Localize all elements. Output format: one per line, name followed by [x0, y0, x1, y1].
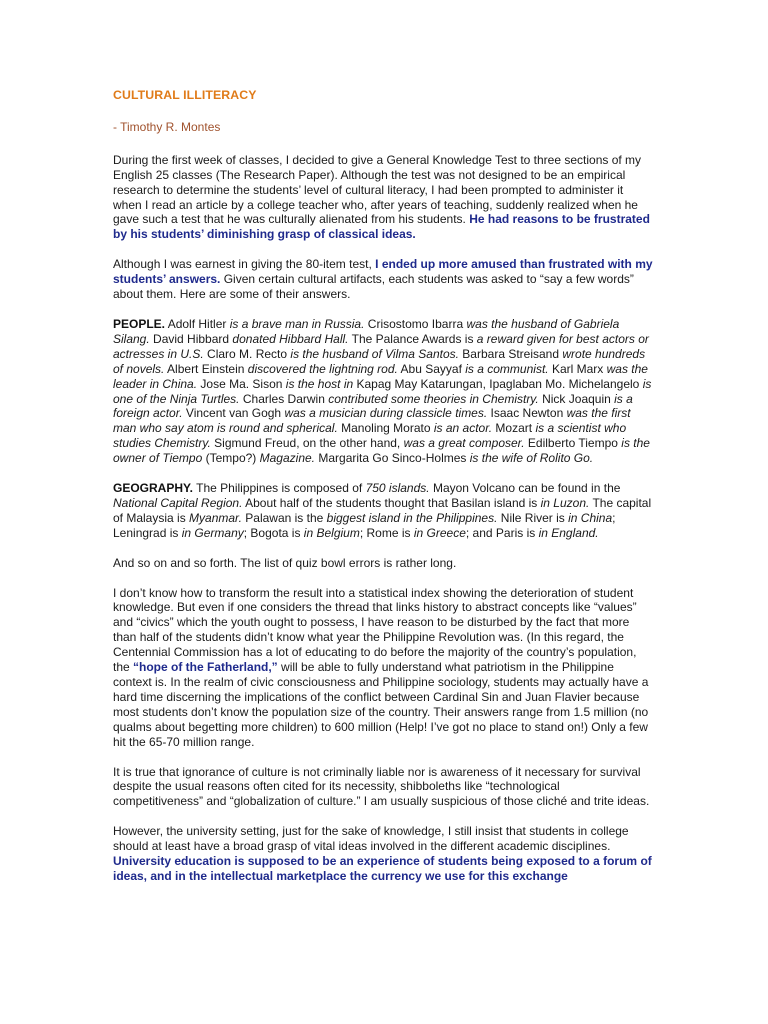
prompt-text: Albert Einstein [164, 361, 248, 376]
prompt-text: Palawan is the [241, 510, 327, 525]
paragraph-text: Given certain cultural artifacts, each students was asked to “say a few words” about them. Here are some of their answers. [113, 272, 634, 302]
prompt-text: Margarita Go Sinco-Holmes [315, 451, 470, 466]
prompt-text: Mayon Volcano can be found in the [429, 481, 621, 496]
prompt-text: Manoling Morato [337, 421, 434, 436]
prompt-text: ; Leningrad is [113, 510, 616, 540]
prompt-text: Jose Ma. Sison [197, 376, 286, 391]
section-label-geography: GEOGRAPHY. [113, 481, 194, 496]
prompt-text: ; and Paris is [465, 525, 539, 540]
answer-text: is a communist. [465, 361, 549, 376]
answer-text: was a musician during classicle times. [284, 406, 488, 421]
answer-text: discovered the lightning rod. [247, 361, 398, 376]
prompt-text: Abu Sayyaf [397, 361, 466, 376]
prompt-text: Kapag May Katarungan, Ipaglaban Mo. Michelangelo [353, 376, 643, 391]
answer-text: is one of the Ninja Turtles. [113, 376, 652, 406]
answer-text: National Capital Region. [113, 495, 243, 510]
prompt-text: The Palance Awards is [348, 331, 477, 346]
answer-text: is a scientist who studies Chemistry. [113, 421, 627, 451]
prompt-text: Edilberto Tiempo [524, 436, 622, 451]
document-page [113, 88, 653, 899]
answer-text: in China [568, 510, 613, 525]
paragraph-geography [113, 481, 653, 541]
paragraph-ignorance: It is true that ignorance of culture is not criminally liable nor is awareness of it necessary for survival despite the usual reasons often cited for its necessity, shibboleths like “technological competitiveness” and “globalization of culture.” I am usually suspicious of those cliché and trite ideas. [113, 764, 650, 809]
prompt-text: Sigmund Freud, on the other hand, [210, 436, 404, 451]
prompt-text: Claro M. Recto [203, 346, 291, 361]
highlighted-text: He had reasons to be frustrated by his students’ diminishing grasp of classical ideas. [113, 212, 650, 242]
paragraph-text: During the first week of classes, I decided to give a General Knowledge Test to three sections of my English 25 classes (The Research Paper). Although the test was not designed to be an empirical research to determine the students’ level of cultural literacy, I had been prompted to administer it when I read an article by a college teacher who, after years of teaching, suddenly realized when he gave such a test that he was culturally alienated from his students. [113, 152, 642, 227]
answer-text: is the owner of Tiempo [113, 436, 650, 466]
prompt-text: ; Bogota is [243, 525, 304, 540]
paragraph-text: However, the university setting, just for the sake of knowledge, I still insist that students in college should at least have a broad grasp of vital ideas involved in the different academic disciplines. [113, 824, 629, 854]
highlighted-text: University education is supposed to be an experience of students being exposed to a forum of ideas, and in the intellectual marketplace the currency we use for this exchange [113, 854, 652, 883]
answer-text: in Luzon. [540, 495, 590, 510]
paragraph-text: I don’t know how to transform the result into a statistical index showing the deterioration of student knowledge. But even if one considers the thread that links history to abstract concepts like “values” and “civics” which the youth ought to possess, I have reason to be disturbed by the fact that more than half of the students didn’t know what year the Philippine Revolution was. (In this regard, the Centennial Commission has a lot of educating to do before the majority of the country’s population, the [113, 585, 637, 675]
answer-text: donated Hibbard Hall. [232, 331, 349, 346]
answer-text: in England. [538, 525, 599, 540]
prompt-text: Crisostomo Ibarra [364, 316, 467, 331]
prompt-text: Charles Darwin [239, 391, 329, 406]
people-answers [113, 317, 651, 465]
paragraph-test [113, 257, 653, 302]
answer-text: is an actor. [433, 421, 493, 436]
highlighted-text: I ended up more amused than frustrated with my students’ answers. [113, 257, 653, 287]
paragraph-text: Although I was earnest in giving the 80-item test, [113, 257, 376, 272]
prompt-text: ; Rome is [359, 525, 414, 540]
prompt-text: David Hibbard [149, 331, 233, 346]
answer-text: is a foreign actor. [113, 391, 633, 421]
article-byline: - Timothy R. Montes [113, 119, 221, 134]
prompt-text: Karl Marx [548, 361, 607, 376]
answer-text: was the husband of Gabriela Silang. [113, 316, 620, 346]
paragraph-text: will be able to fully understand what patriotism in the Philippine context is. In the realm of civic consciousness and Philippine sociology, students may actually have a hard time discerning the implications of the conflict between Cardinal Sin and Juan Flavier because most students don’t know the population size of the country. Their answers range from 1.5 million (no qualms about begetting more children) to 600 million (Help! I’ve got no place to stand on!) Only a few hit the 65-70 million range. [113, 660, 649, 749]
section-label-people: PEOPLE. [113, 316, 166, 331]
answer-text: is the host in [285, 376, 354, 391]
geography-answers [113, 481, 651, 540]
paragraph-intro [113, 153, 653, 242]
prompt-text: Nick Joaquin [538, 391, 615, 406]
answer-text: was the leader in China. [113, 361, 648, 391]
paragraph-university [113, 824, 653, 884]
paragraph-so-on: And so on and so forth. The list of quiz bowl errors is rather long. [113, 555, 457, 570]
prompt-text: (Tempo?) [202, 451, 260, 466]
paragraph-people [113, 317, 653, 466]
answer-text: is the husband of Vilma Santos. [290, 346, 459, 361]
highlighted-text: “hope of the Fatherland,” [133, 660, 278, 675]
answer-text: was the first man who say atom is round and spherical. [113, 406, 631, 436]
answer-text: wrote hundreds of novels. [113, 346, 646, 376]
paragraph-statistics [113, 586, 653, 750]
prompt-text: Isaac Newton [487, 406, 567, 421]
answer-text: biggest island in the Philippines. [326, 510, 498, 525]
prompt-text: The Philippines is composed of [193, 481, 366, 496]
answer-text: is a brave man in Russia. [229, 316, 365, 331]
prompt-text: The capital of Malaysia is [113, 495, 652, 525]
answer-text: Myanmar. [189, 510, 242, 525]
prompt-text: Adolf Hitler [165, 316, 230, 331]
answer-text: in Germany [181, 525, 244, 540]
answer-text: contributed some theories in Chemistry. [328, 391, 539, 406]
answer-text: in Greece [413, 525, 466, 540]
prompt-text: Vincent van Gogh [182, 406, 285, 421]
prompt-text: About half of the students thought that Basilan island is [242, 495, 541, 510]
article-title: CULTURAL ILLITERACY [113, 88, 257, 102]
answer-text: 750 islands. [365, 481, 430, 496]
answer-text: is the wife of Rolito Go. [469, 451, 594, 466]
prompt-text: Mozart [492, 421, 536, 436]
answer-text: in Belgium [303, 525, 360, 540]
answer-text: a reward given for best actors or actresses in U.S. [113, 331, 649, 361]
answer-text: was a great composer. [403, 436, 525, 451]
answer-text: Magazine. [259, 451, 316, 466]
prompt-text: Barbara Streisand [458, 346, 563, 361]
prompt-text: Nile River is [497, 510, 569, 525]
